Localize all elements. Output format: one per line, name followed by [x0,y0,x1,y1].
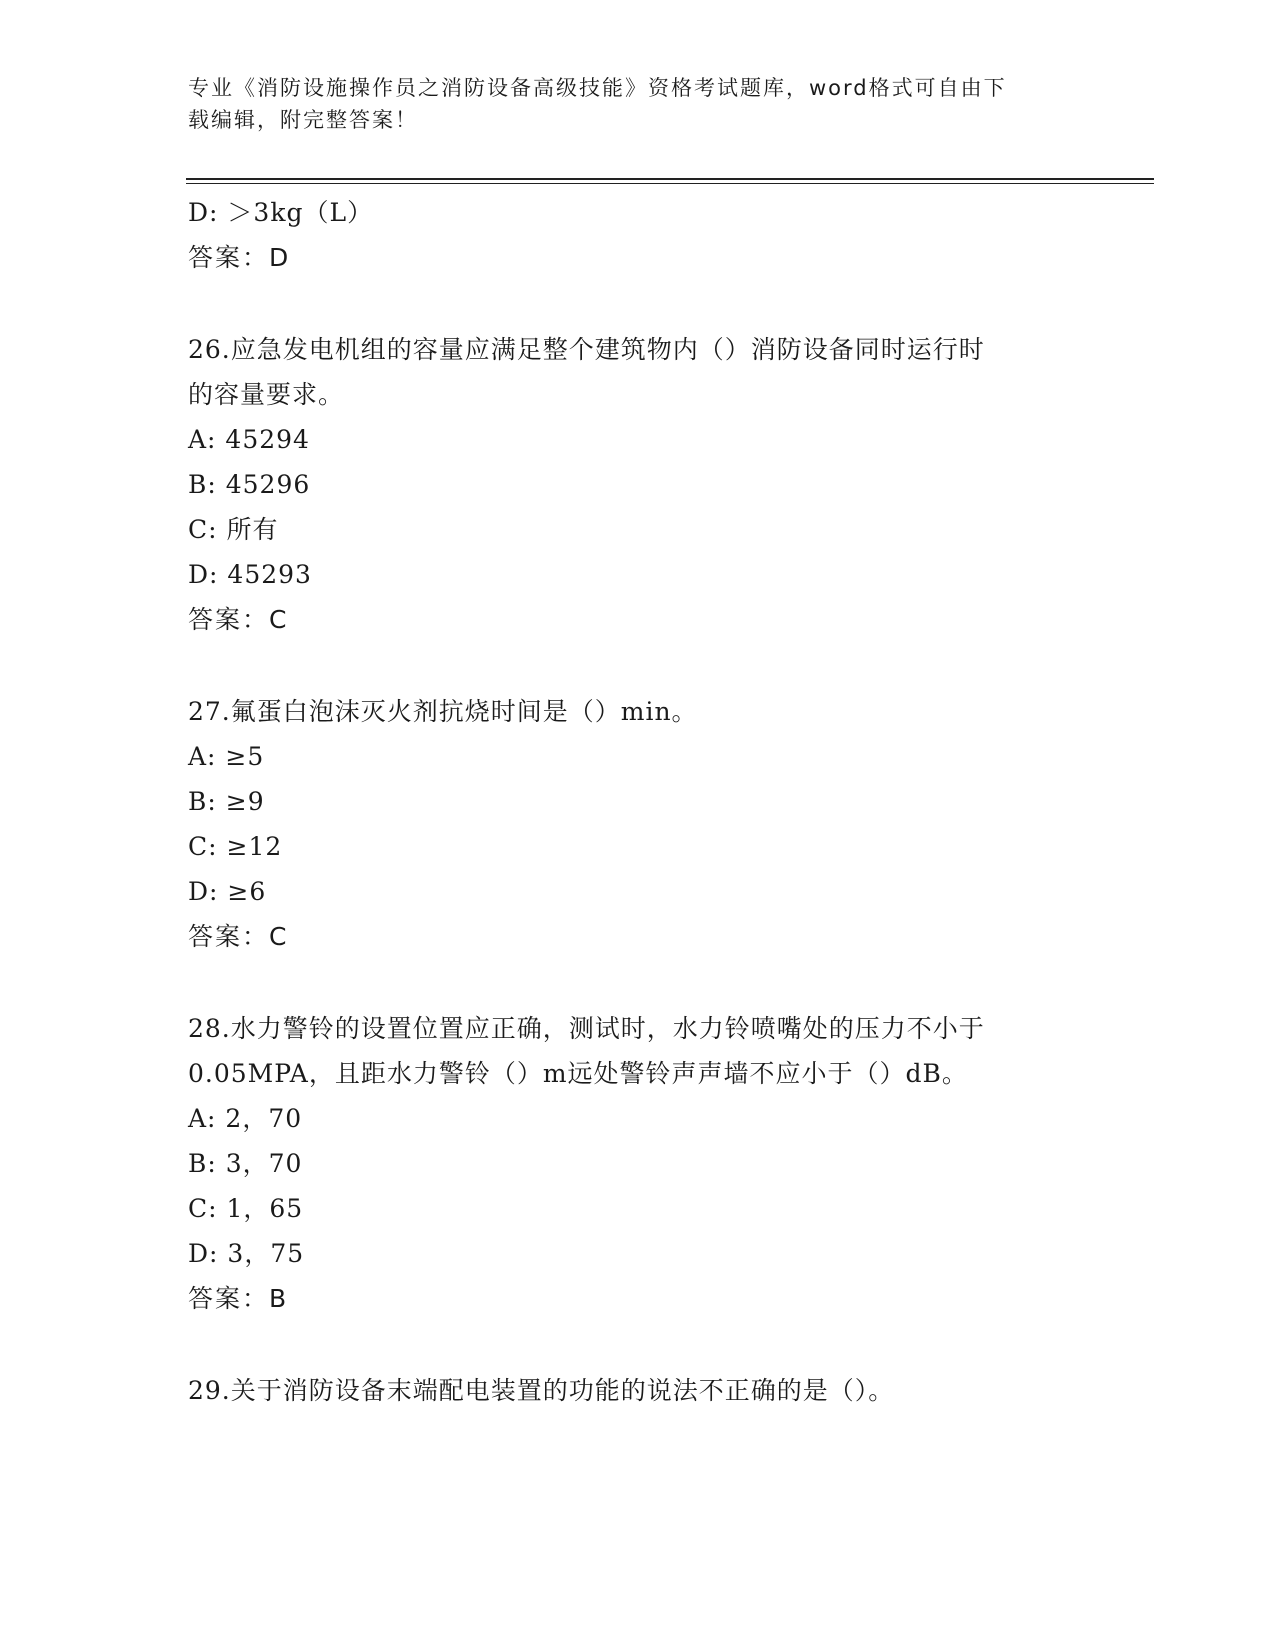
option-d: D: 3，75 [188,1239,305,1268]
header-line-1: 专业《消防设施操作员之消防设备高级技能》资格考试题库，word格式可自由下 [188,76,1007,100]
prev-option-d: D: ＞3kg（L） [188,198,374,227]
option-a: A: ≥5 [188,742,265,771]
option-a: A: 2，70 [188,1104,303,1133]
question-27 [188,689,1088,959]
header-line-2: 载编辑，附完整答案！ [188,108,418,132]
question-text-cont: 0.05MPA，且距水力警铃（）m远处警铃声声墙不应小于（）dB。 [188,1059,968,1088]
question-text: 27.氟蛋白泡沫灭火剂抗烧时间是（）min。 [188,697,698,726]
option-b: B: 3，70 [188,1149,303,1178]
question-28 [188,1006,1088,1321]
option-d: D: 45293 [188,560,312,589]
option-a: A: 45294 [188,425,310,454]
option-b: B: ≥9 [188,787,265,816]
option-d: D: ≥6 [188,877,267,906]
question-text: 29.关于消防设备末端配电装置的功能的说法不正确的是（）。 [188,1376,895,1405]
option-b: B: 45296 [188,470,311,499]
question-29 [188,1368,1088,1413]
prev-answer: 答案：D [188,243,291,272]
option-c: C: 所有 [188,515,279,544]
option-c: C: 1，65 [188,1194,304,1223]
question-text-cont: 的容量要求。 [188,380,345,409]
question-list [188,190,1088,1413]
document-header [188,72,1068,136]
header-divider-thin [186,183,1154,184]
option-c: C: ≥12 [188,832,283,861]
header-divider-thick [186,178,1154,180]
answer: 答案：B [188,1284,289,1313]
question-26 [188,327,1088,642]
answer: 答案：C [188,922,289,951]
answer: 答案：C [188,605,289,634]
question-text: 26.应急发电机组的容量应满足整个建筑物内（）消防设备同时运行时 [188,335,985,364]
question-text: 28.水力警铃的设置位置应正确，测试时，水力铃喷嘴处的压力不小于 [188,1014,985,1043]
